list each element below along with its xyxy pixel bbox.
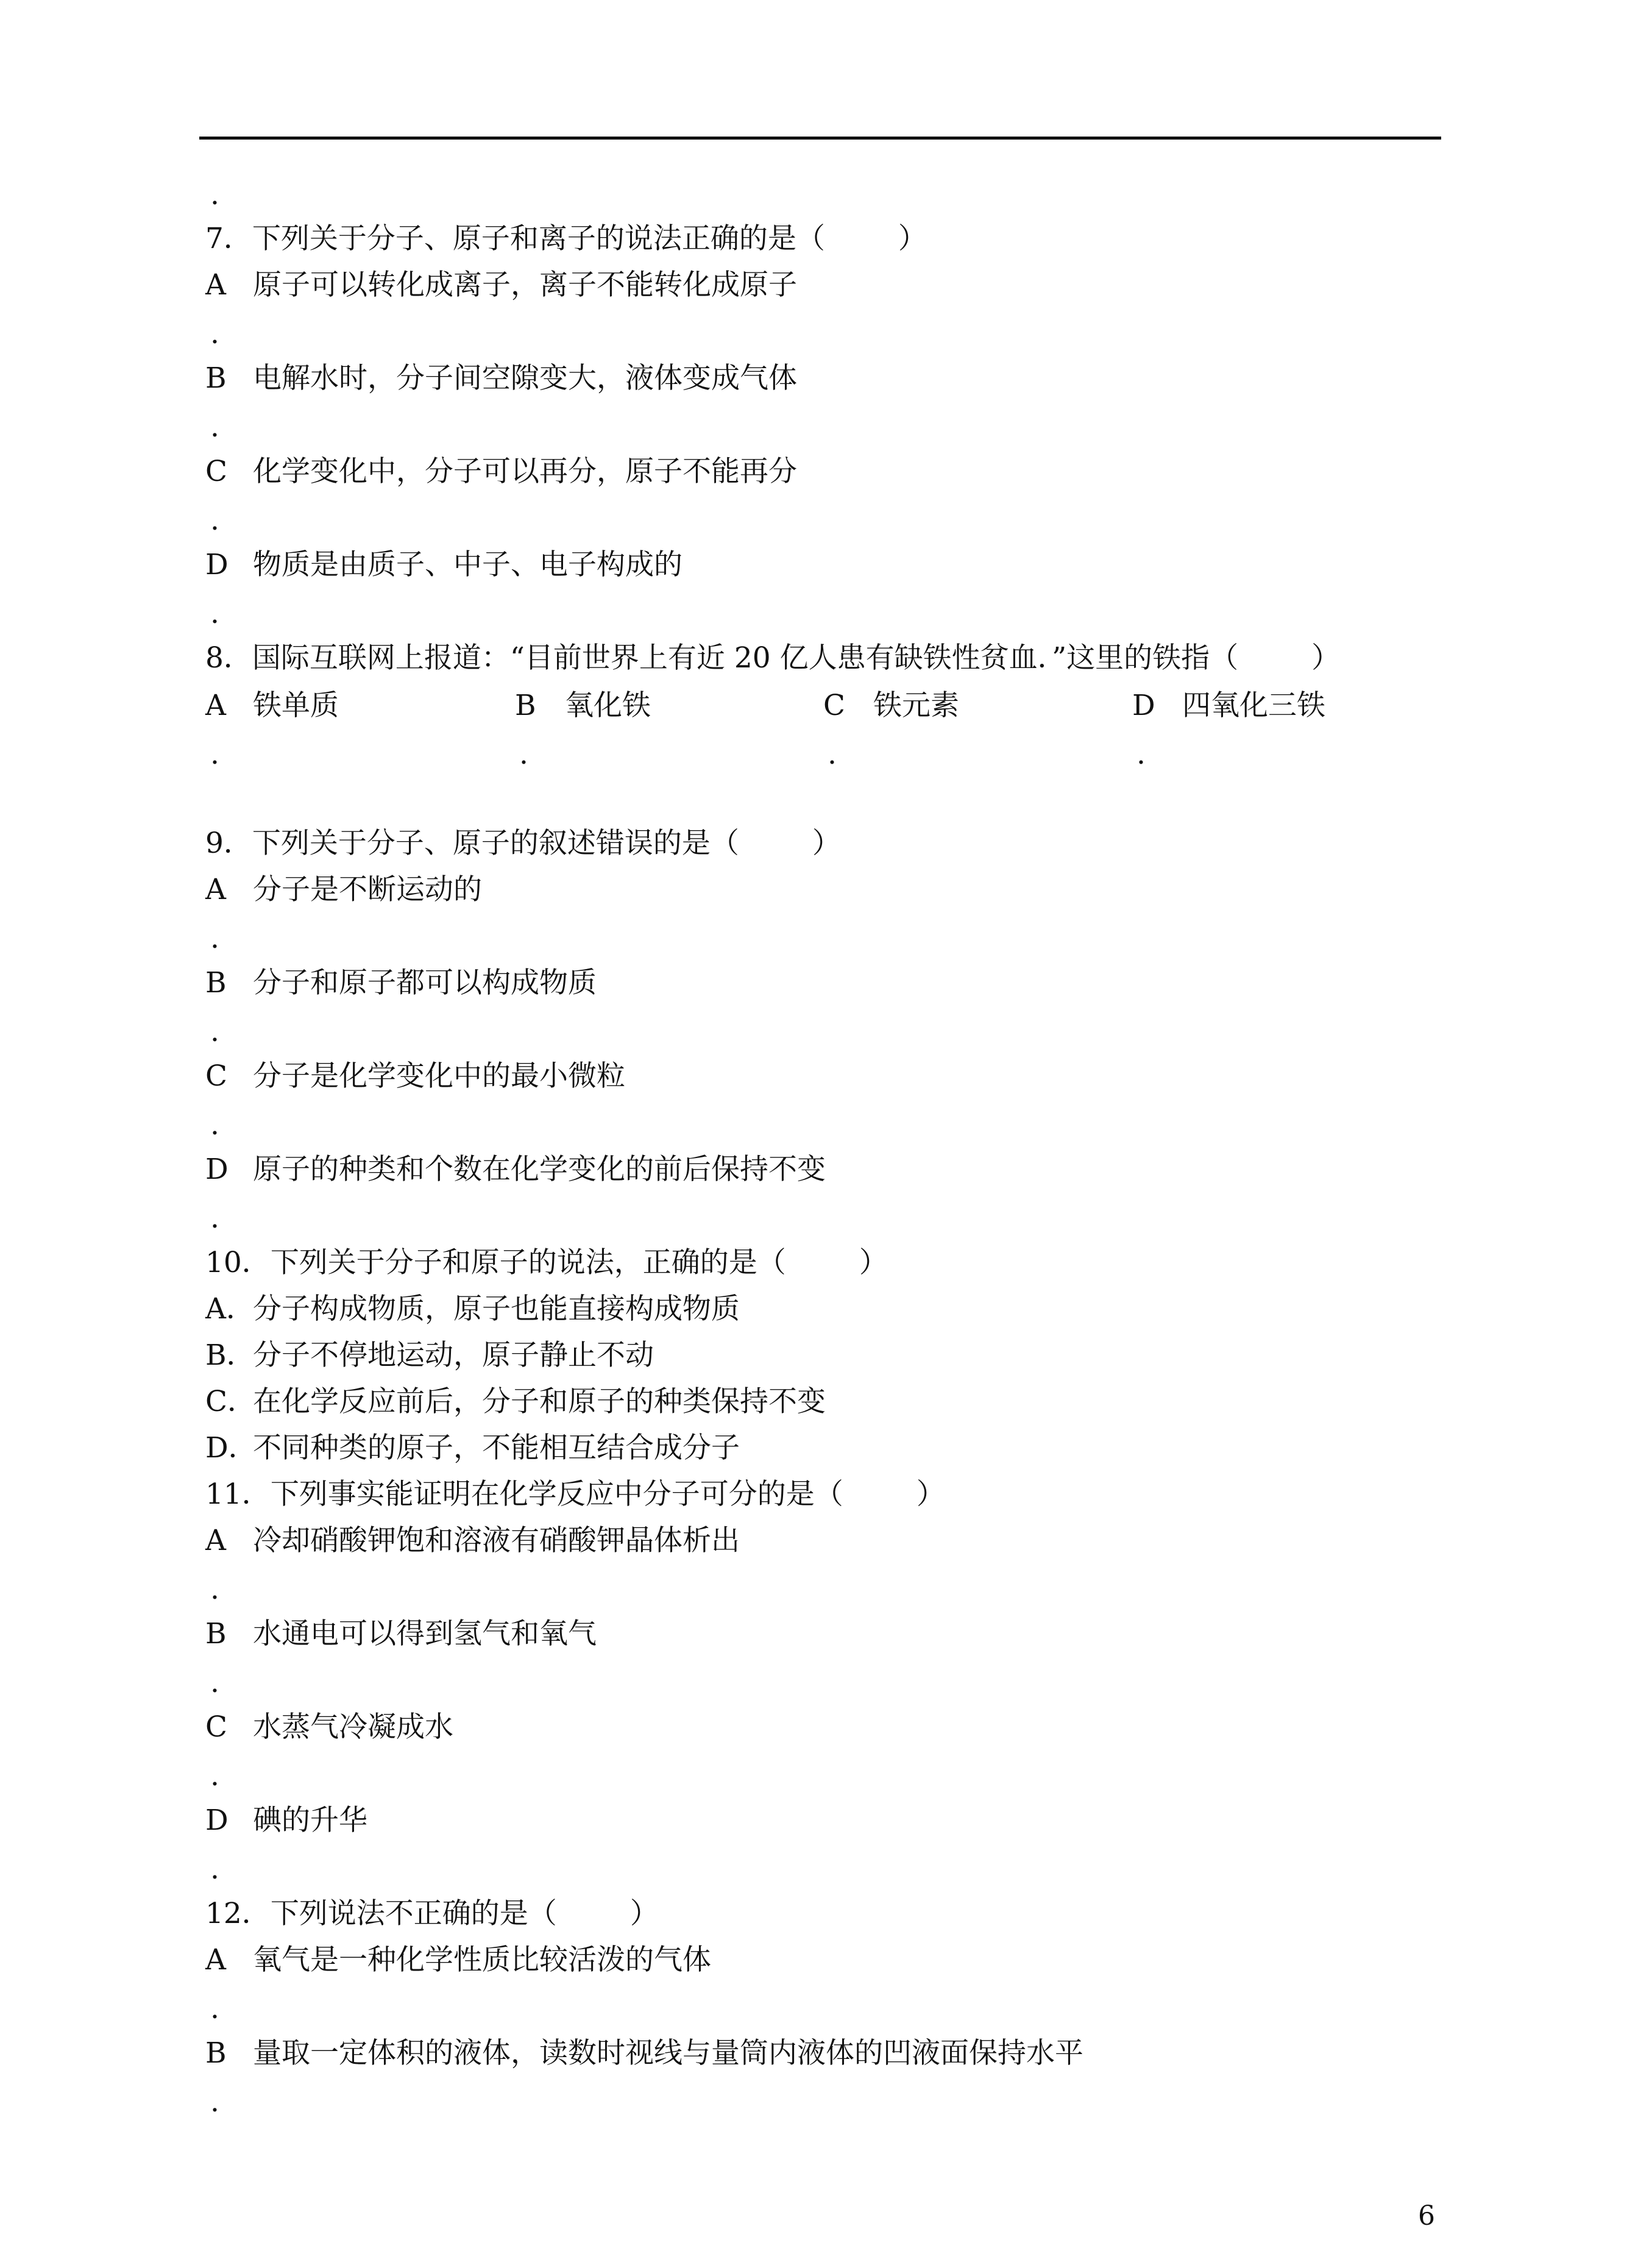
- option-dot: .: [210, 1666, 219, 1699]
- question-12-option-a: A 氧气是一种化学性质比较活泼的气体: [205, 1943, 711, 1977]
- option-dot: .: [210, 1015, 219, 1048]
- option-dot: .: [210, 1992, 219, 2025]
- question-9-stem: 9．下列关于分子、原子的叙述错误的是（ ）: [205, 827, 841, 860]
- header-rule: [199, 137, 1441, 140]
- question-11-option-d: D 碘的升华: [205, 1804, 367, 1837]
- question-10-stem: 10．下列关于分子和原子的说法，正确的是（ ）: [205, 1246, 888, 1279]
- question-7-option-d: D 物质是由质子、中子、电子构成的: [205, 548, 682, 581]
- question-12-stem: 12．下列说法不正确的是（ ）: [205, 1897, 659, 1930]
- question-8-option-a: A 铁单质: [205, 689, 339, 722]
- option-dot: .: [210, 597, 219, 630]
- question-8-option-b: B 氧化铁: [515, 689, 651, 722]
- option-dot: .: [210, 178, 219, 212]
- option-dot: .: [210, 503, 219, 537]
- option-dot: .: [210, 738, 219, 771]
- question-8-option-d: D 四氧化三铁: [1132, 689, 1325, 722]
- question-7-option-b: B 电解水时，分子间空隙变大，液体变成气体: [205, 361, 797, 395]
- option-dot: .: [210, 1759, 219, 1793]
- option-dot: .: [210, 1108, 219, 1142]
- option-dot: .: [210, 317, 219, 350]
- question-10-option-b: B．分子不停地运动，原子静止不动: [205, 1338, 654, 1372]
- question-11-stem: 11．下列事实能证明在化学反应中分子可分的是（ ）: [205, 1477, 945, 1511]
- option-dot: .: [1136, 738, 1146, 771]
- option-dot: .: [210, 922, 219, 955]
- question-11-option-c: C 水蒸气冷凝成水: [205, 1710, 453, 1744]
- option-dot: .: [210, 1852, 219, 1886]
- question-7-option-c: C 化学变化中，分子可以再分，原子不能再分: [205, 455, 797, 488]
- question-10-option-d: D．不同种类的原子，不能相互结合成分子: [205, 1431, 740, 1465]
- option-dot: .: [210, 410, 219, 444]
- question-8-stem: 8．国际互联网上报道：“目前世界上有近 20 亿人患有缺铁性贫血．”这里的铁指（ ）: [205, 641, 1341, 675]
- question-9-option-a: A 分子是不断运动的: [205, 873, 482, 906]
- question-11-option-a: A 冷却硝酸钾饱和溶液有硝酸钾晶体析出: [205, 1524, 740, 1557]
- question-11-option-b: B 水通电可以得到氢气和氧气: [205, 1617, 597, 1651]
- option-dot: .: [519, 738, 528, 771]
- question-9-option-b: B 分子和原子都可以构成物质: [205, 966, 597, 1000]
- option-dot: .: [210, 2085, 219, 2119]
- question-10-option-c: C．在化学反应前后，分子和原子的种类保持不变: [205, 1385, 826, 1418]
- question-7-option-a: A 原子可以转化成离子，离子不能转化成原子: [205, 268, 797, 302]
- question-9-option-c: C 分子是化学变化中的最小微粒: [205, 1059, 625, 1093]
- question-10-option-a: A．分子构成物质，原子也能直接构成物质: [205, 1292, 740, 1326]
- page-number: 6: [1418, 2200, 1435, 2231]
- option-dot: .: [828, 738, 837, 771]
- question-7-stem: 7．下列关于分子、原子和离子的说法正确的是（ ）: [205, 222, 927, 255]
- question-8-option-c: C 铁元素: [823, 689, 959, 722]
- question-9-option-d: D 原子的种类和个数在化学变化的前后保持不变: [205, 1153, 826, 1186]
- option-dot: .: [210, 1201, 219, 1235]
- option-dot: .: [210, 1573, 219, 1606]
- question-12-option-b: B 量取一定体积的液体，读数时视线与量筒内液体的凹液面保持水平: [205, 2036, 1083, 2070]
